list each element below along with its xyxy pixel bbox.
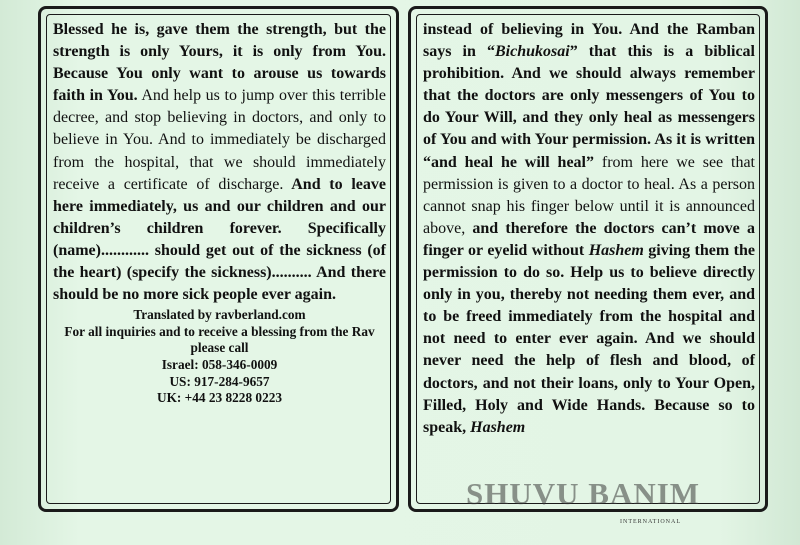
phone-us: US: 917-284-9657 [169, 373, 270, 389]
left-page-panel [38, 6, 399, 512]
right-regular-text: from here we see that permission is given to a doctor to heal. As a person cannot snap his finger below until it is announced above, [423, 153, 756, 237]
right-page-text [423, 19, 755, 439]
right-italic-hashem-end: Hashem [470, 418, 526, 436]
please-call: please call [190, 340, 249, 356]
left-regular-text: And help us to jump over this terrible decree, and stop believing in doctors, and only to believe in You. And to immediately be discharged from the hospital, that we should immediately receive a certificate of discharge. [53, 87, 386, 193]
left-paragraph [53, 19, 386, 306]
watermark-subtitle: INTERNATIONAL [620, 519, 681, 525]
phone-uk: UK: +44 23 8228 0223 [156, 390, 283, 406]
left-page-text [53, 19, 386, 407]
right-bold-text-4: giving them the permission to do so. Help us to believe directly only in you, thereby not needing them ever, and to be freed immediately from the hospital and not need to enter ever again. And we should never need the help of flesh and blood, of doctors, and not their loans, only to Your Open, Filled, Holy and Wide Hands. Because so to speak, [423, 241, 755, 436]
right-italic-bichukosai: Bichukosai [495, 43, 570, 61]
phone-israel: Israel: 058-346-0009 [161, 357, 278, 372]
right-bold-text-2: ” that this is a biblical prohibition. And we should always remember that the doctors are only messengers of You to do Your Will, and they only heal as messengers of You and with Your permission. As it is written “and heal he will heal” [423, 43, 755, 171]
right-page-panel [408, 6, 768, 512]
right-paragraph [423, 19, 755, 439]
left-bold-text-2: And to leave here immediately, us and our children and our children’s children forever. Specifically (name)............ should get out of the sickness (of the heart) (specify the sickness).......... And there should be no more sick people ever again. [53, 175, 386, 304]
contact-credits [53, 307, 386, 407]
translated-by: Translated by ravberland.com [133, 307, 306, 323]
watermark-logo: SHUVU BANIM [466, 476, 701, 511]
left-bold-text: Blessed he is, gave them the strength, but the strength is only Yours, it is only from You. Because You only want to arouse us towards faith in You. [53, 21, 386, 105]
inquiries-line: For all inquiries and to receive a blessing from the Rav [64, 323, 375, 339]
right-bold-text: instead of believing in You. And the Ramban says in “ [423, 21, 755, 61]
right-bold-text-3: and therefore the doctors can’t move a finger or eyelid without [423, 219, 755, 259]
right-italic-hashem: Hashem [588, 241, 644, 259]
